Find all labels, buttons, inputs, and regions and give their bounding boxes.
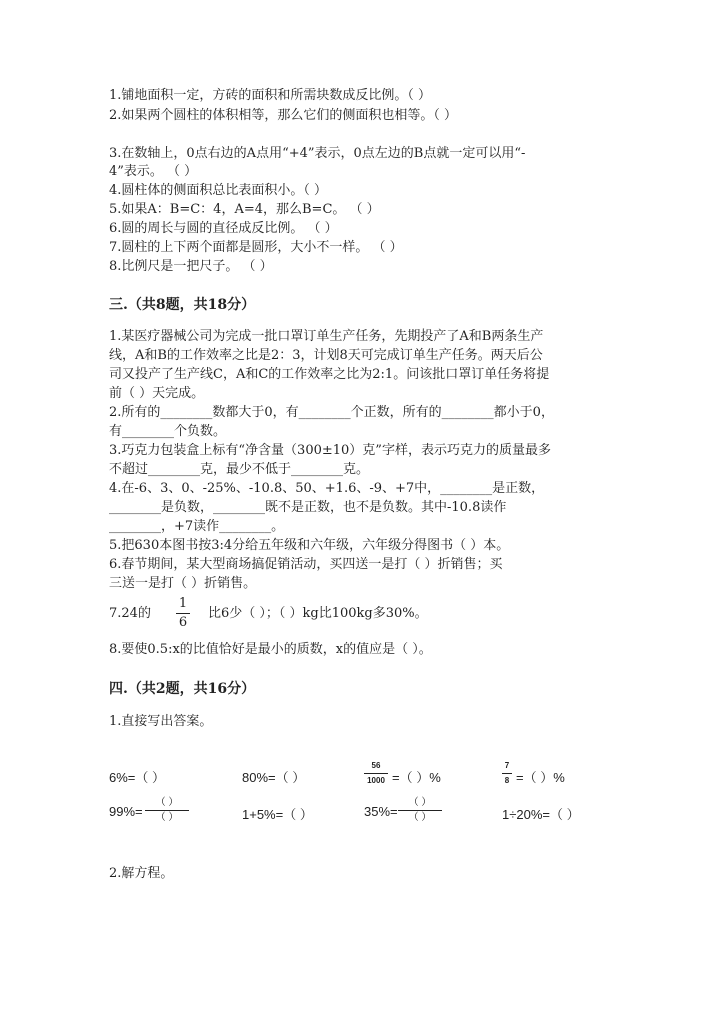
s3-line-6: 有________个负数。 [109, 424, 227, 439]
tf-item-1: 1.铺地面积一定，方砖的面积和所需块数成反比例。（ ） [109, 88, 432, 103]
frac-56-bar [364, 773, 388, 774]
frac-56-denominator: 1000 [367, 776, 385, 785]
s3-q8: 8.要使0.5:x的比值恰好是最小的质数，x的值应是（ ）。 [109, 642, 432, 657]
s3-q7-after: 比6少（ ）；（ ）kg比100kg多30%。 [208, 606, 428, 621]
calc-56-over-1000-answer: =（ ）% [392, 770, 441, 785]
tf-item-2: 2.如果两个圆柱的体积相等，那么它们的侧面积也相等。（ ） [109, 108, 458, 123]
s3-line-1: 1.某医疗器械公司为完成一批口罩订单生产任务，先期投产了A和B两条生产 [109, 329, 544, 344]
calc-35-percent-fraction [398, 797, 442, 824]
s3-line-9: 4.在-6、3、0、-25%、-10.8、50、+1.6、-9、+7中，________是正数， [109, 481, 545, 496]
frac-35-bar [398, 810, 442, 811]
calc-80-percent: 80%=（ ） [242, 770, 306, 785]
s3-line-12: 5.把630本图书按3:4分给五年级和六年级，六年级分得图书（ ）本。 [109, 538, 510, 553]
tf-item-7: 7.圆柱的上下两个面都是圆形，大小不一样。 （ ） [109, 240, 403, 255]
frac-56-numerator: 56 [371, 761, 381, 770]
section-4-title: 四.（共2题，共16分） [109, 681, 256, 697]
frac-7-denominator: 8 [504, 776, 510, 785]
s3-line-11: ________，+7读作________。 [109, 519, 285, 534]
tf-item-8: 8.比例尺是一把尺子。 （ ） [109, 259, 273, 274]
s3-line-7: 3.巧克力包装盒上标有“净含量（300±10）克”字样，表示巧克力的质量最多 [109, 443, 551, 458]
tf-item-4: 4.圆柱体的侧面积总比表面积小。（ ） [109, 183, 328, 198]
calc-7-over-8 [502, 760, 512, 787]
tf-item-5: 5.如果A：B=C：4，A=4，那么B=C。 （ ） [109, 202, 380, 217]
s3-line-4: 前（ ）天完成。 [109, 386, 205, 401]
tf-item-6: 6.圆的周长与圆的直径成反比例。 （ ） [109, 221, 338, 236]
calc-35-percent: 35%= [364, 804, 398, 819]
frac-7-numerator: 7 [504, 761, 510, 770]
s3-line-14: 三送一是打（ ）折销售。 [109, 576, 257, 591]
tf-item-3-cont: 4”表示。 （ ） [109, 164, 198, 179]
frac-99-bar [145, 810, 189, 811]
s4-q1: 1.直接写出答案。 [109, 714, 213, 729]
s3-line-3: 司又投产了生产线C，A和C的工作效率之比为2:1。问该批口罩订单任务将提 [109, 367, 550, 382]
s3-line-13: 6.春节期间，某大型商场搞促销活动，买四送一是打（ ）折销售；买 [109, 557, 503, 572]
s3-q7-numerator: 1 [178, 596, 188, 611]
s3-line-2: 线，A和B的工作效率之比是2：3，计划8天可完成订单生产任务。两天后公 [109, 348, 543, 363]
s3-line-8: 不超过________克，最少不低于________克。 [109, 462, 370, 477]
s3-q7-denominator: 6 [178, 615, 188, 630]
section-3-title: 三.（共8题，共18分） [109, 297, 256, 313]
tf-item-3: 3.在数轴上，0点右边的A点用“+4”表示，0点左边的B点就一定可以用“- [109, 146, 526, 161]
s4-q2: 2.解方程。 [109, 866, 174, 881]
s3-q7-before: 7.24的 [109, 606, 151, 621]
calc-1-div-20-percent: 1÷20%=（ ） [502, 807, 580, 822]
calc-99-percent-fraction [145, 797, 189, 824]
s3-line-10: ________是负数，________既不是正数，也不是负数。其中-10.8读作 [109, 500, 507, 515]
frac-35-numerator-blank: （ ） [408, 797, 432, 808]
s3-line-5: 2.所有的________数都大于0，有________个正数，所有的________都小于0， [109, 405, 554, 420]
calc-6-percent: 6%=（ ） [109, 770, 165, 785]
s3-q7-fraction-bar [176, 613, 190, 614]
frac-99-denominator-blank: （ ） [155, 812, 179, 823]
calc-56-over-1000 [364, 760, 388, 787]
s3-q7-fraction [176, 597, 190, 630]
frac-35-denominator-blank: （ ） [408, 812, 432, 823]
calc-7-over-8-answer: =（ ）% [516, 770, 565, 785]
calc-99-percent: 99%= [109, 804, 143, 819]
calc-1-plus-5-percent: 1+5%=（ ） [242, 807, 313, 822]
frac-99-numerator-blank: （ ） [155, 797, 179, 808]
frac-7-bar [502, 773, 512, 774]
